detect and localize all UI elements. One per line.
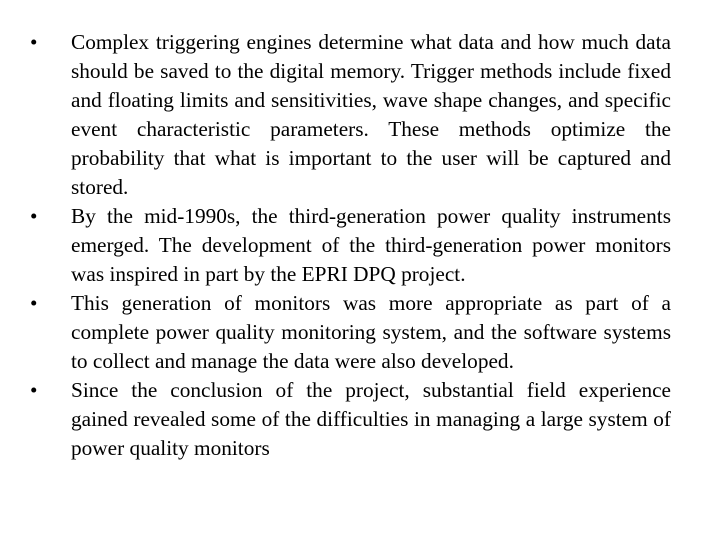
bullet-marker: • xyxy=(30,204,38,228)
bullet-item xyxy=(30,376,671,463)
bullet-text: This generation of monitors was more appropriate as part of a complete power quality monitoring system, and the software systems to collect and manage the data were also developed. xyxy=(71,291,671,373)
bullet-marker: • xyxy=(30,291,38,315)
bullet-text: Complex triggering engines determine what data and how much data should be saved to the digital memory. Trigger methods include fixed and floating limits and sensitivities, wave shape changes, and specific event characteristic parameters. These methods optimize the probability that what is important to the user will be captured and stored. xyxy=(71,30,671,199)
bullet-item xyxy=(30,289,671,376)
bullet-item xyxy=(30,202,671,289)
bullet-item xyxy=(30,28,671,202)
bullet-text: By the mid-1990s, the third-generation power quality instruments emerged. The development of the third-generation power monitors was inspired in part by the EPRI DPQ project. xyxy=(71,204,671,286)
bullet-marker: • xyxy=(30,30,38,54)
bullet-marker: • xyxy=(30,378,38,402)
bullet-list xyxy=(30,28,671,463)
bullet-text: Since the conclusion of the project, substantial field experience gained revealed some of the difficulties in managing a large system of power quality monitors xyxy=(71,378,671,460)
